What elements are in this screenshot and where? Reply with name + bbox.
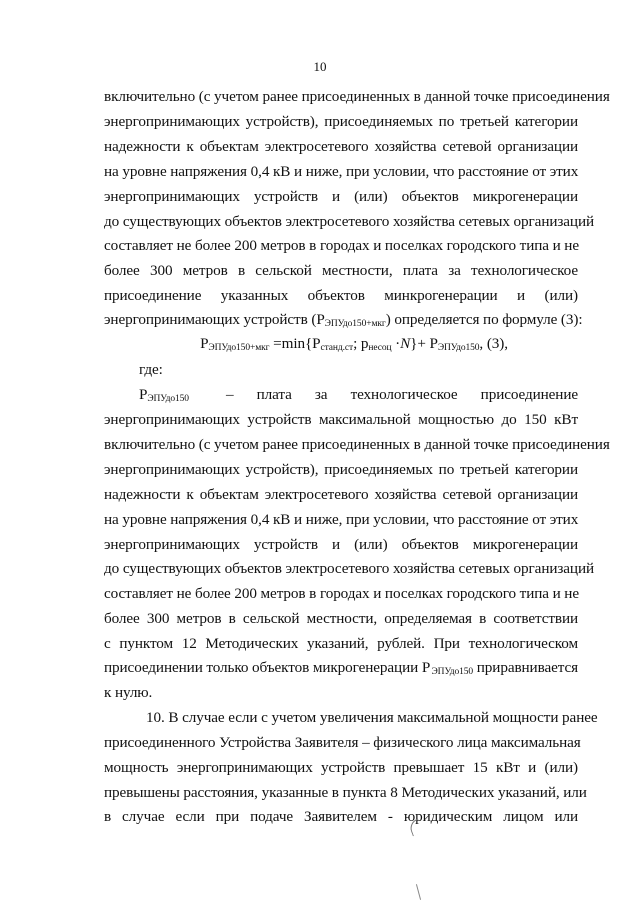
text-line: с пунктом 12 Методических указаний, рублей. При технологическом: [104, 635, 578, 652]
text-line: энергопринимающих устройств), присоединяемых по третьей категории: [104, 461, 578, 478]
text-line: до существующих объектов электросетевого хозяйства сетевых организаций: [104, 213, 594, 230]
text-line: присоединение указанных объектов минкрогенерации и (или): [104, 287, 578, 304]
text-line: к нулю.: [104, 684, 153, 701]
text-line: присоединенного Устройства Заявителя – физического лица максимальная: [104, 734, 581, 751]
text-line: энергопринимающих устройств $(P_{ЭПУдо150+мкг})$ определяется по формуле (3):: [104, 311, 583, 329]
text-line: надежности к объектам электросетевого хозяйства сетевой организации: [104, 138, 578, 155]
text-line: в случае если при подаче Заявителем - юридическим лицом или: [104, 808, 578, 825]
text-line: энергопринимающих устройств максимальной мощностью до 150 кВт: [104, 411, 578, 428]
text-line: более 300 метров в сельской местности, плата за технологическое: [104, 262, 578, 279]
text-line: присоединении только объектов микрогенерации P: [104, 659, 431, 676]
text-line: на уровне напряжения 0,4 кВ и ниже, при условии, что расстояние от этих: [104, 511, 579, 528]
definition-text: – плата за технологическое присоединение: [226, 386, 578, 403]
text-line: составляет не более 200 метров в городах и поселках городского типа и не: [104, 237, 579, 254]
where-label: где:: [139, 361, 163, 378]
text-line: 10. В случае если с учетом увеличения максимальной мощности ранее: [146, 709, 598, 726]
text-line: на уровне напряжения 0,4 кВ и ниже, при условии, что расстояние от этих: [104, 163, 579, 180]
text-line: энергопринимающих устройств и (или) объектов микрогенерации: [104, 536, 578, 553]
text-line: составляет не более 200 метров в городах и поселках городского типа и не: [104, 585, 579, 602]
text-line-tail: $_{ЭПУдо150}$ приравнивается: [431, 659, 578, 677]
text-line: надежности к объектам электросетевого хозяйства сетевой организации: [104, 486, 578, 503]
text-line: энергопринимающих устройств), присоединяемых по третьей категории: [104, 113, 578, 130]
text-line: превышены расстояния, указанные в пункта 8 Методических указаний, или: [104, 784, 587, 801]
formula-3: $P_{ЭПУдо150+мкг} =\min\{P_{станд.ст}$; $p_{несоц} \cdot N\}+ P_{ЭПУдо150}$, (3),: [200, 335, 508, 353]
pen-mark: [416, 884, 421, 900]
text-line: мощность энергопринимающих устройств превышает 15 кВт и (или): [104, 759, 578, 776]
definition-symbol: $P_{ЭПУдо150}$: [139, 386, 189, 404]
page-number: 10: [313, 59, 327, 74]
text-line: включительно (с учетом ранее присоединенных в данной точке присоединения: [104, 88, 610, 105]
text-line: включительно (с учетом ранее присоединенных в данной точке присоединения: [104, 436, 610, 453]
text-line: до существующих объектов электросетевого хозяйства сетевых организаций: [104, 560, 594, 577]
text-line: более 300 метров в сельской местности, определяемая в соответствии: [104, 610, 578, 627]
text-line: энергопринимающих устройств и (или) объектов микрогенерации: [104, 188, 578, 205]
